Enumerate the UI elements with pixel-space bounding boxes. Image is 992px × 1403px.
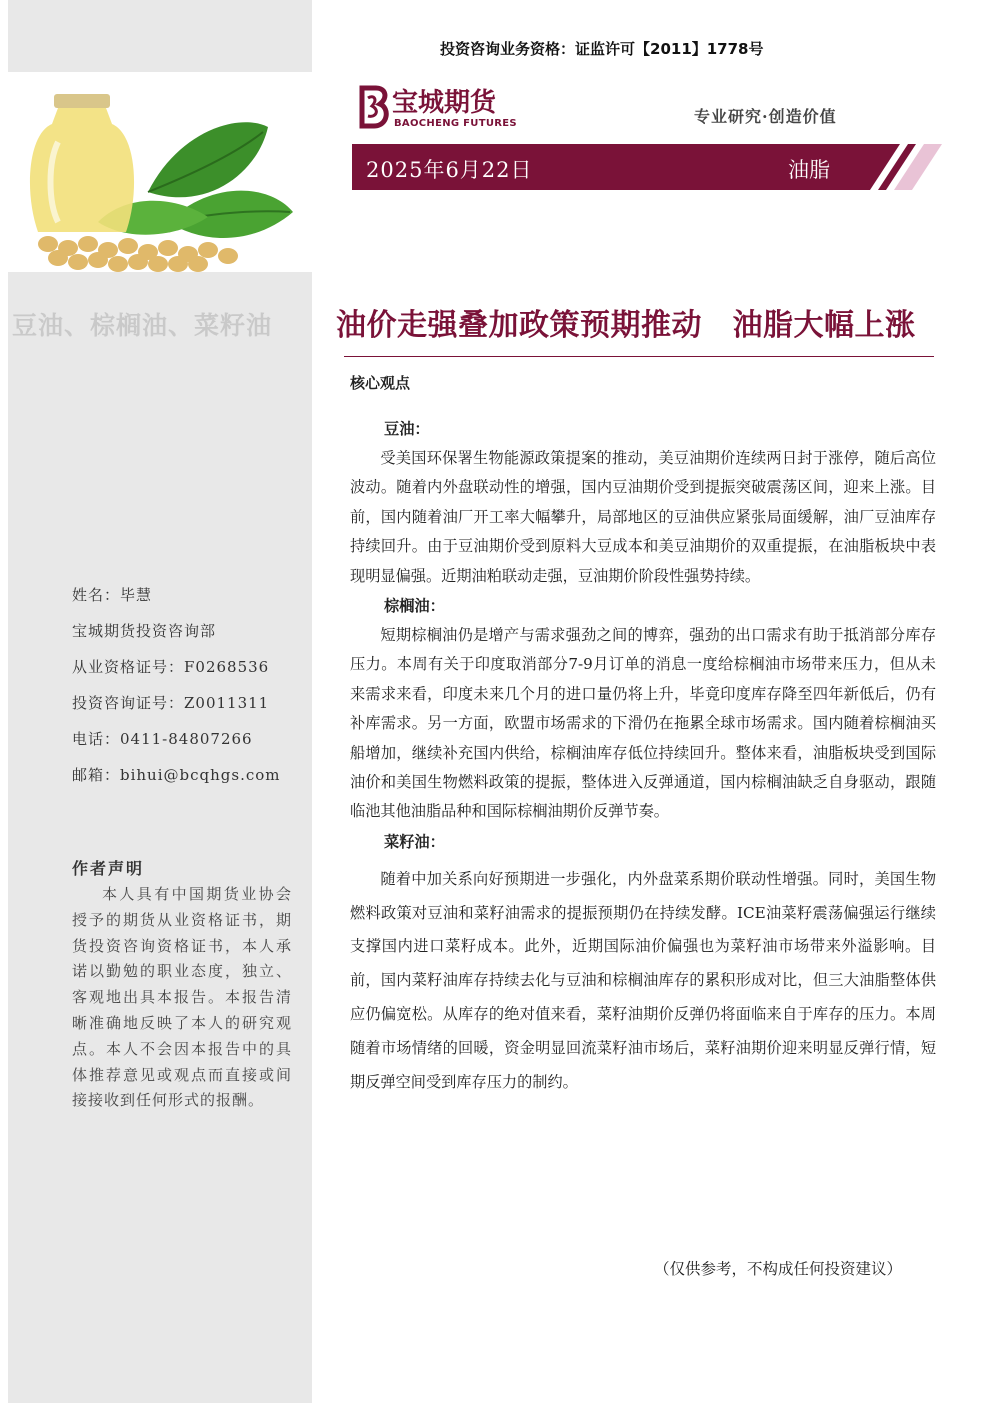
section-body-palm-oil: 短期棕榈油仍是增产与需求强劲之间的博弈，强劲的出口需求有助于抵消部分库存压力。本周有关于印度取消部分7-9月订单的消息一度给棕榈油市场带来压力，但从未来需求来看，印度未来几个月的进口量仍将上升，毕竟印度库存降至四年新低后，仍有补库需求。另一方面，欧盟市场需求的下滑仍在拖累全球市场需求。国内随着棕榈油买船增加，继续补充国内供给，棕榈油库存低位持续回升。整体来看，油脂板块受到国际油价和美国生物燃料政策的提振，整体进入反弹通道，国内棕榈油缺乏自身驱动，跟随临池其他油脂品种和国际棕榈油期价反弹节奏。 xyxy=(350,626,936,821)
author-email: 邮箱：bihui@bcqhgs.com xyxy=(72,766,281,784)
category-list: 豆油、棕榈油、菜籽油 xyxy=(12,311,273,340)
qualification-line: 投资咨询业务资格：证监许可【2011】1778号 xyxy=(440,40,764,58)
section-heading-soybean-oil: 豆油： xyxy=(384,420,430,438)
disclaimer: （仅供参考，不构成任何投资建议） xyxy=(654,1260,903,1278)
report-date: 2025年6月22日 xyxy=(366,158,533,182)
author-license: 从业资格证号：F0268536 xyxy=(72,658,270,676)
author-name: 姓名：毕慧 xyxy=(72,586,153,604)
logo-text-en: BAOCHENG FUTURES xyxy=(394,118,517,129)
oil-jar-soybeans-icon xyxy=(8,72,312,272)
author-department: 宝城期货投资咨询部 xyxy=(72,622,217,640)
report-category: 油脂 xyxy=(788,158,830,182)
author-info xyxy=(72,584,281,800)
logo-mark-icon xyxy=(356,84,390,130)
author-phone: 电话：0411-84807266 xyxy=(72,730,253,748)
report-title: 油价走强叠加政策预期推动 油脂大幅上涨 xyxy=(336,308,916,343)
declaration-title: 作者声明 xyxy=(72,859,145,878)
core-view-label: 核心观点 xyxy=(350,374,411,392)
section-heading-palm-oil: 棕榈油： xyxy=(384,597,445,616)
report-body xyxy=(350,414,936,1099)
title-divider xyxy=(344,356,934,357)
logo-text-cn: 宝城期货 xyxy=(392,88,497,118)
section-heading-rapeseed-oil: 菜籽油： xyxy=(384,832,445,851)
section-body-soybean-oil: 受美国环保署生物能源政策提案的推动，美豆油期价连续两日封于涨停，随后高位波动。随着内外盘联动性的增强，国内豆油期价受到提振突破震荡区间，迎来上涨。目前，国内随着油厂开工率大幅攀升，局部地区的豆油供应紧张局面缓解，油厂豆油库存持续回升。由于豆油期价受到原料大豆成本和美豆油期价的双重提振，在油脂板块中表现明显偏强。近期油粕联动走强，豆油期价阶段性强势持续。 xyxy=(350,449,936,585)
declaration-text: 本人具有中国期货业协会授予的期货从业资格证书，期货投资咨询资格证书，本人承诺以勤勉的职业态度，独立、客观地出具本报告。本报告清晰准确地反映了本人的研究观点。本人不会因本报告中的具体推荐意见或观点而直接或间接接收到任何形式的报酬。 xyxy=(72,885,292,1110)
section-body-rapeseed-oil: 随着中加关系向好预期进一步强化，内外盘菜系期价联动性增强。同时，美国生物燃料政策对豆油和菜籽油需求的提振预期仍在持续发酵。ICE油菜籽震荡偏强运行继续支撑国内进口菜籽成本。此外，近期国际油价偏强也为菜籽油市场带来外溢影响。目前，国内菜籽油库存持续去化与豆油和棕榈油库存的累积形成对比，但三大油脂整体供应仍偏宽松。从库存的绝对值来看，菜籽油期价反弹仍将面临来自于库存的压力。本周随着市场情绪的回暖，资金明显回流菜籽油市场后，菜籽油期价迎来明显反弹行情，短期反弹空间受到库存压力的制约。 xyxy=(350,869,936,1091)
slogan: 专业研究·创造价值 xyxy=(694,107,837,126)
author-consult-license: 投资咨询证号：Z0011311 xyxy=(72,694,270,712)
